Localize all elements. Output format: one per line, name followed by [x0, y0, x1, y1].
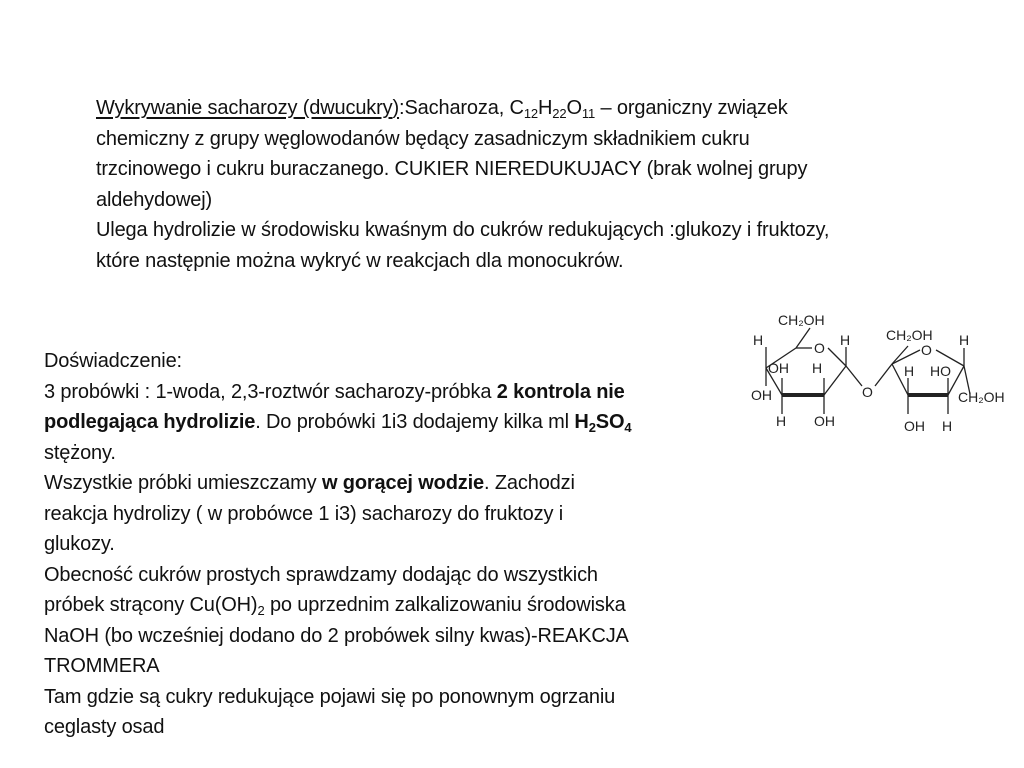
- experiment-line-9: NaOH (bo wcześniej dodano do 2 probówek silny kwas)-REAKCJA: [44, 624, 629, 647]
- glc-h-inner-label: H: [812, 360, 823, 376]
- experiment-line-6: glukozy.: [44, 533, 115, 555]
- experiment-line-2: podlegająca hydrolizie. Do probówki 1i3 dodajemy kilka ml $H_2SO_4$: [44, 411, 632, 435]
- glc-oh-inner-label: OH: [768, 360, 789, 376]
- intro-line-1: Wykrywanie sacharozy (dwucukry):Sacharoza, $C_{12}H_{22}O_{11}$ – organiczny związek: [96, 97, 788, 121]
- experiment-paragraph: [44, 346, 739, 743]
- fru-h-right-label: H: [959, 332, 970, 348]
- experiment-line-12: ceglasty osad: [44, 716, 165, 738]
- intro-line-5: Ulega hydrolizie w środowisku kwaśnym do cukrów redukujących :glukozy i fruktozy,: [96, 219, 830, 241]
- glc-ring-o-label: O: [814, 340, 825, 356]
- experiment-line-8: próbek strącony $Cu(OH)_2$ po uprzednim zalkalizowaniu środowiska: [44, 594, 626, 618]
- glc-oh-bottom-label: OH: [814, 413, 835, 429]
- intro-line-3: trzcinowego i cukru buraczanego. CUKIER NIEREDUKUJACY (brak wolnej grupy: [96, 158, 808, 180]
- experiment-line-5: reakcja hydrolizy ( w probówce 1 i3) sacharozy do fruktozy i: [44, 502, 563, 525]
- formula-c-count: 12: [523, 106, 538, 121]
- sucrose-structure-diagram: [738, 300, 1008, 450]
- experiment-line-11: Tam gdzie są cukry redukujące pojawi się po ponownym ogrzaniu: [44, 685, 616, 708]
- formula-h-count: 22: [552, 106, 567, 121]
- glc-h-top-right-label: H: [840, 332, 851, 348]
- experiment-title: Doświadczenie:: [44, 350, 182, 372]
- intro-heading: Wykrywanie sacharozy (dwucukry): [96, 97, 400, 119]
- experiment-line-10: TROMMERA: [44, 655, 160, 677]
- intro-line-2: chemiczny z grupy węglowodanów będący zasadniczym składnikiem cukru: [96, 127, 750, 150]
- experiment-line-3: stężony.: [44, 441, 116, 464]
- glc-c5-ch2oh-bond: [796, 328, 810, 348]
- fru-ch2oh-top-label: CH₂OH: [886, 327, 933, 343]
- experiment-line-4: Wszystkie próbki umieszczamy w gorącej wodzie. Zachodzi: [44, 472, 575, 494]
- glc-oh-left-label: OH: [751, 387, 772, 403]
- bridge-fru-bond: [875, 364, 892, 386]
- fru-c2-o-bond: [892, 350, 920, 364]
- experiment-line-7: Obecność cukrów prostych sprawdzamy dodając do wszystkich: [44, 563, 598, 586]
- fru-h-inner-label: H: [904, 363, 915, 379]
- glc-ch2oh-label: CH₂OH: [778, 312, 825, 328]
- glc-c1-bridge-bond: [846, 366, 862, 386]
- glc-h-top-left-label: H: [753, 332, 764, 348]
- intro-formula-prefix: :Sacharoza, C: [399, 97, 524, 119]
- experiment-line-1: 3 probówki : 1-woda, 2,3-roztwór sacharozy-próbka 2 kontrola nie: [44, 380, 625, 403]
- glc-c2-c1-bond: [824, 366, 846, 395]
- bridge-o-label: O: [862, 384, 873, 400]
- formula-o-count: 11: [581, 106, 596, 121]
- fru-c2-ch2oh-bond: [892, 346, 908, 364]
- intro-line-4: aldehydowej): [96, 188, 213, 211]
- glc-o-c1-bond: [828, 348, 846, 366]
- acid-formula: $H_2SO_4$: [574, 411, 632, 435]
- fru-ho-inner-label: HO: [930, 363, 951, 379]
- intro-line-6: które następnie można wykryć w reakcjach dla monocukrów.: [96, 249, 624, 272]
- fru-ring-o-label: O: [921, 342, 932, 358]
- fru-h-bottom-label: H: [942, 418, 953, 434]
- intro-paragraph: [96, 93, 996, 276]
- fru-ch2oh-right-label: CH₂OH: [958, 389, 1005, 405]
- fru-oh-bottom-label: OH: [904, 418, 925, 434]
- glc-h-bottom-label: H: [776, 413, 787, 429]
